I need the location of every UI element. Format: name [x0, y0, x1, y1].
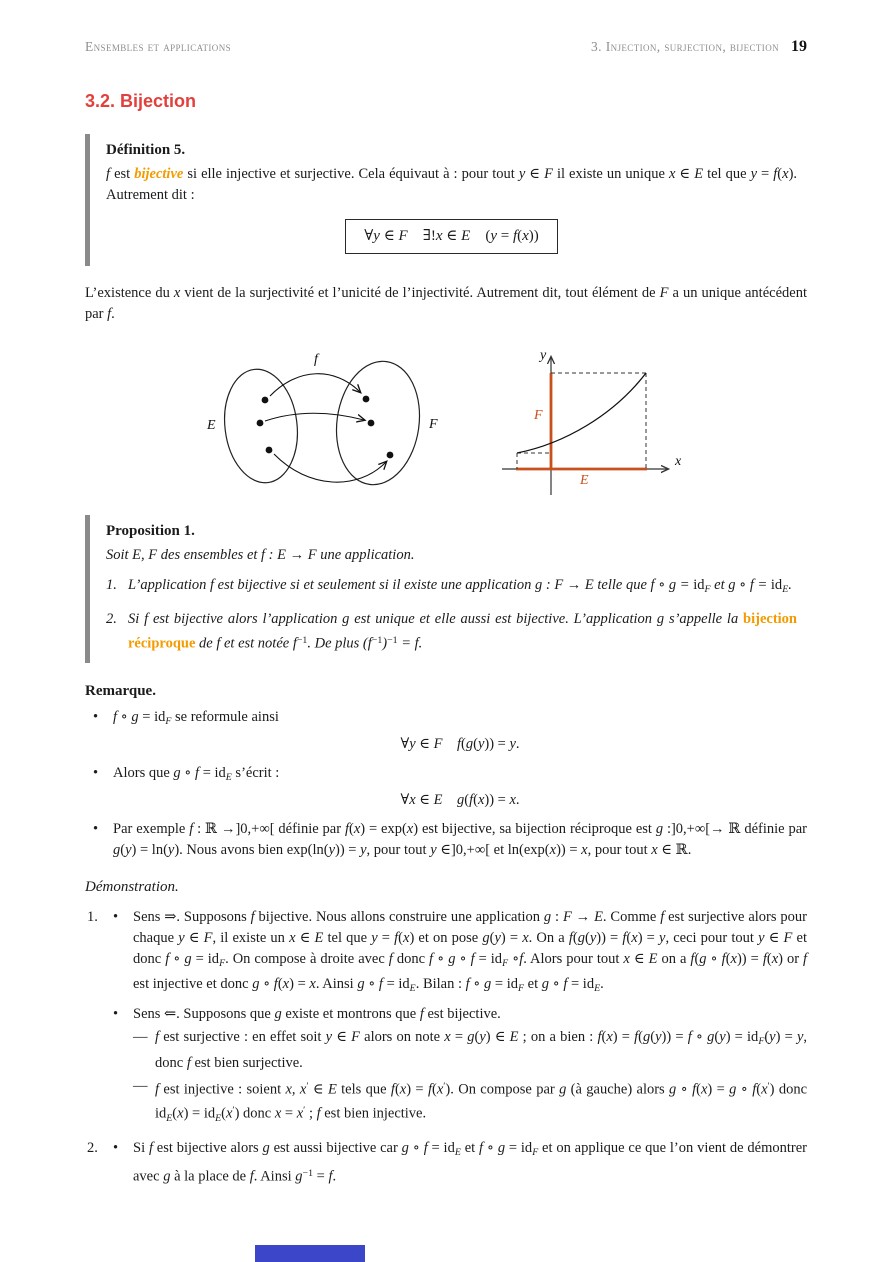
mapping-arrow	[265, 413, 364, 421]
bullet-glyph: •	[113, 1006, 119, 1023]
proof-item-1-bullet-2	[113, 1004, 807, 1129]
codomain-label: F	[429, 417, 438, 432]
remark-title: Remarque.	[85, 682, 156, 699]
remark-formula-1: ∀y ∈ F f(g(y)) = y.	[400, 736, 520, 752]
proof-item-2-bullet	[113, 1138, 807, 1188]
proposition-item-2	[106, 609, 797, 655]
mapping-arrow	[274, 454, 386, 482]
proof-title: Démonstration.	[85, 879, 179, 896]
codomain-point	[363, 396, 370, 403]
proof-dash-injective-text: f est injective : soient x, x′ ∈ E tels que f(x) = f(x′). On compose par g (à gauche) alors g ∘ f(x) = g ∘ f(x′) donc $id_E(x) = id_E(x')$ donc x = x′ ; f est bien injective.	[155, 1080, 808, 1125]
remark-bullet-2	[85, 763, 807, 814]
proof-dash-injective	[133, 1076, 807, 1130]
item-number: 1.	[87, 909, 98, 926]
proposition-block	[85, 515, 807, 663]
proof-item-1-bullet-1	[113, 907, 807, 999]
item-number: 1.	[106, 577, 117, 593]
page-content	[85, 0, 807, 1188]
item-number: 2.	[106, 611, 117, 628]
domain-point	[262, 397, 269, 404]
proof-item-2	[85, 1138, 807, 1188]
remark-bullet-2-text: Alors que g ∘ $f = id_E$ s’écrit :	[113, 765, 280, 784]
dash-glyph: —	[133, 1077, 148, 1094]
proof-sens-reciproque: Sens ⇐. Supposons que g existe et montrons que f est bijective.	[133, 1006, 501, 1023]
item-number: 2.	[87, 1140, 98, 1157]
remark-bullet-3-text: Par exemple f : ℝ →]0,+∞[ définie par f(x) = exp(x) est bijective, sa bijection réciproque est g :]0,+∞[→ ℝ définie par g(y) = ln(y). Nous avons bien exp(ln(y)) = y, pour tout y ∈]0,+∞[ et ln(exp(x)) = x, pour tout x ∈ ℝ.	[113, 821, 807, 859]
section-heading: 3.2. Bijection	[85, 91, 197, 111]
definition-block	[85, 134, 807, 266]
codomain-ellipse	[329, 356, 427, 490]
codomain-point	[368, 420, 375, 427]
proof-item-2-text: Si f est bijective alors g est aussi bijective car g ∘ $f = id_E$ et f ∘ $g = id_F$ et on applique ce que l’on vient de démontrer avec g à la place de f. Ainsi $g^{-1} = f$.	[133, 1140, 808, 1185]
bullet-glyph: •	[93, 765, 99, 781]
proof-sens-direct: Sens ⇒. Supposons f bijective. Nous allons construire une application g : F → E. Comme f est surjective alors pour chaque y ∈ F, il existe un x ∈ E tel que y = f(x) et on pose g(y) = x. On a f(g(y)) = f(x) = y, ceci pour tout y ∈ F et donc f ∘ $g = id_F$. On compose à droite avec f donc f ∘ g ∘ $f = id_F$ ∘f. Alors pour tout x ∈ E on a f(g ∘ f(x)) = f(x) or f est injective et donc g ∘ f(x) = x. Ainsi g ∘ $f = id_E$. Bilan : f ∘ $g = id_F$ et g ∘ $f = id_E$.	[133, 909, 808, 995]
bullet-glyph: •	[93, 708, 99, 725]
definition-title: Définition 5.	[106, 142, 186, 158]
remark-formula-2: ∀x ∈ E g(f(x)) = x.	[400, 792, 520, 809]
codomain-point	[387, 452, 394, 459]
image-label-F: F	[534, 408, 543, 423]
y-axis-label: y	[540, 348, 547, 363]
bullet-glyph: •	[93, 821, 99, 838]
function-graph	[498, 345, 710, 503]
set-mapping-diagram	[193, 349, 493, 501]
bullet-glyph: •	[113, 1140, 119, 1157]
domain-label: E	[207, 418, 216, 433]
running-header	[85, 36, 807, 57]
blue-highlight-box	[255, 1245, 365, 1262]
figures-row	[85, 349, 807, 501]
proof-dash-surjective	[133, 1027, 807, 1073]
proof-dash-surjective-text: f est surjective : en effet soit y ∈ F alors on note x = g(y) ∈ E ; on a bien : f(x) = f(g(y)) = f ∘ $g(y) = id_F(y) = y$, donc f est bien surjective.	[155, 1029, 808, 1071]
proposition-intro: Soit E, F des ensembles et f : E → F une application.	[106, 547, 415, 563]
header-left-title: Ensembles et applications	[85, 39, 232, 54]
proposition-item-1-text: L’application f est bijective si et seulement si il existe une application g : F → E telle que f ∘ $g = id_F$ et g ∘ $f = id_E$.	[128, 577, 792, 596]
x-axis-label: x	[675, 454, 682, 469]
proof-item-1	[85, 907, 807, 1129]
proposition-item-2-text: Si f est bijective alors l’application g est unique et elle aussi est bijective. L’application g s’appelle la bijection réciproque de f et est notée $f^{-1}$. De plus $(f^{-1})^{-1} = f$.	[128, 611, 797, 652]
header-right	[591, 36, 807, 57]
dash-glyph: —	[133, 1029, 148, 1046]
remark-bullet-3	[85, 819, 807, 861]
definition-body: f est bijective si elle injective et surjective. Cela équivaut à : pour tout y ∈ F il existe un unique x ∈ E tel que y = f(x). Autrement dit :	[106, 166, 798, 203]
domain-point	[257, 420, 264, 427]
header-section-title: 3. Injection, surjection, bijection	[591, 39, 779, 54]
explanatory-paragraph: L’existence du x vient de la surjectivité et l’unicité de l’injectivité. Autrement dit, tout élément de F a un unique antécédent par f.	[85, 285, 807, 322]
proposition-title: Proposition 1.	[106, 523, 195, 539]
domain-point	[266, 447, 273, 454]
remark-bullet-1	[85, 707, 807, 758]
mapping-arrow	[270, 374, 360, 396]
function-label: f	[314, 352, 318, 367]
page-number: 19	[791, 38, 807, 55]
proof-body	[85, 907, 807, 1188]
domain-label-E: E	[580, 473, 589, 488]
bullet-glyph: •	[113, 909, 119, 926]
remark-body	[85, 707, 807, 861]
definition-formula-box: ∀y ∈ F ∃!x ∈ E (y = f(x))	[345, 219, 558, 254]
proposition-item-1	[106, 575, 797, 600]
remark-bullet-1-text: f ∘ $g = id_F$ se reformule ainsi	[113, 708, 279, 727]
